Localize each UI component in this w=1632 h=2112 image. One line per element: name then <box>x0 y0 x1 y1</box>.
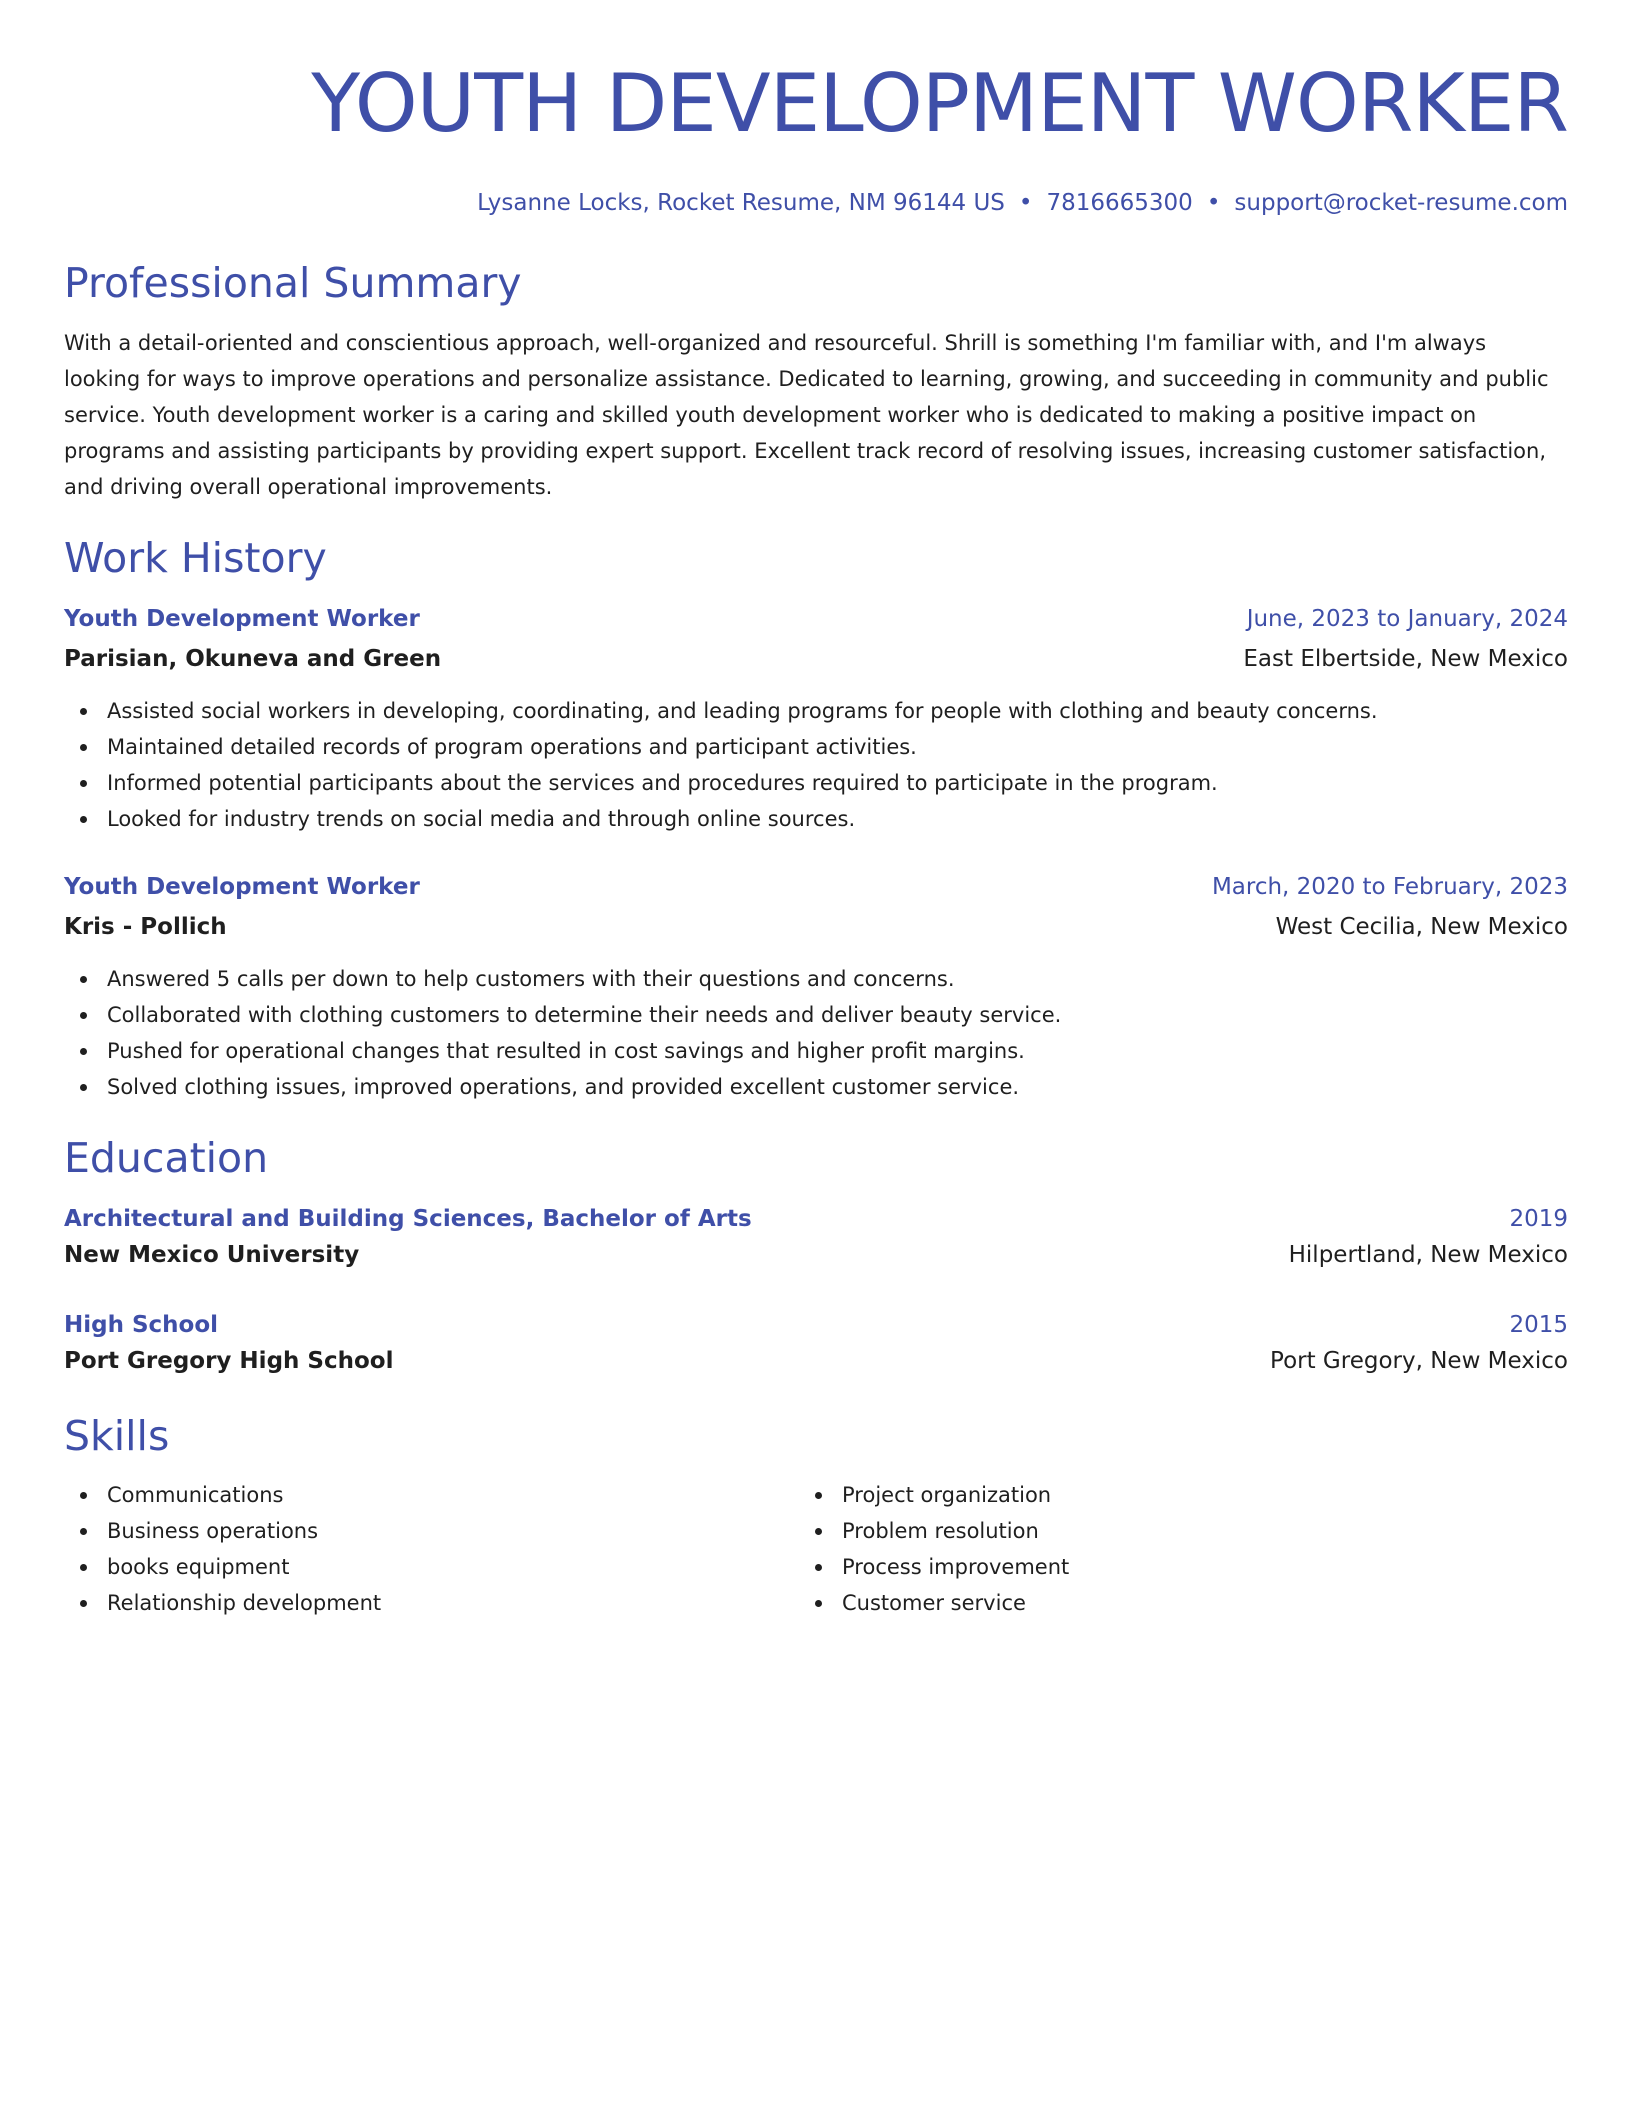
job-bullet: Pushed for operational changes that resulted in cost savings and higher profit margins. <box>64 1033 1568 1069</box>
job-bullet: Looked for industry trends on social media and through online sources. <box>64 801 1568 837</box>
job-company: Parisian, Okuneva and Green <box>64 646 442 672</box>
contact-address: Lysanne Locks, Rocket Resume, NM 96144 US <box>477 190 1005 216</box>
contact-line <box>64 188 1568 218</box>
job-bullets <box>64 961 1568 1105</box>
job-dates: June, 2023 to January, 2024 <box>1246 606 1568 632</box>
skill-item: Customer service <box>799 1585 1534 1621</box>
education-school: Port Gregory High School <box>64 1348 394 1374</box>
education-entry <box>64 1203 1568 1271</box>
skill-item: Relationship development <box>64 1585 799 1621</box>
skill-item: Problem resolution <box>799 1513 1534 1549</box>
skills-list <box>64 1477 1568 1621</box>
skill-item: Communications <box>64 1477 799 1513</box>
summary-text: With a detail-oriented and conscientious approach, well-organized and resourceful. Shrill is something I'm familiar with, and I'm always looking for ways to improve operations and personalize assistance. Dedicated to learning, growing, and succeeding in community and public service. Youth development worker is a caring and skilled youth development worker who is dedicated to making a positive impact on programs and assisting participants by providing expert support. Excellent track record of resolving issues, increasing customer satisfaction, and driving overall operational improvements. <box>64 331 1549 499</box>
contact-phone: 7816665300 <box>1046 190 1193 216</box>
skill-item: Project organization <box>799 1477 1534 1513</box>
job-bullet: Assisted social workers in developing, coordinating, and leading programs for people with clothing and beauty concerns. <box>64 693 1568 729</box>
skills-column-right <box>799 1477 1534 1621</box>
job-bullet: Informed potential participants about the services and procedures required to participate in the program. <box>64 765 1568 801</box>
education-school: New Mexico University <box>64 1242 360 1268</box>
education-year: 2015 <box>1509 1312 1568 1338</box>
education-year: 2019 <box>1509 1206 1568 1232</box>
job-bullets <box>64 693 1568 837</box>
education-location: Hilpertland, New Mexico <box>1288 1242 1568 1268</box>
summary-heading: Professional Summary <box>64 259 522 307</box>
job-dates: March, 2020 to February, 2023 <box>1211 874 1568 900</box>
education-degree: High School <box>64 1312 219 1338</box>
job-bullet: Maintained detailed records of program operations and participant activities. <box>64 729 1568 765</box>
skill-item: books equipment <box>64 1549 799 1585</box>
resume-header <box>64 0 1568 218</box>
work-history-heading: Work History <box>64 534 327 582</box>
job-entry <box>64 871 1568 1105</box>
education-heading: Education <box>64 1134 269 1182</box>
job-role: Youth Development Worker <box>64 874 420 900</box>
job-entry <box>64 603 1568 837</box>
education-location: Port Gregory, New Mexico <box>1270 1348 1568 1374</box>
job-role: Youth Development Worker <box>64 606 420 632</box>
job-company: Kris - Pollich <box>64 914 227 940</box>
education-entry <box>64 1309 1568 1377</box>
job-bullet: Answered 5 calls per down to help customers with their questions and concerns. <box>64 961 1568 997</box>
job-location: West Cecilia, New Mexico <box>1275 914 1568 940</box>
resume-title: YOUTH DEVELOPMENT WORKER <box>311 57 1568 150</box>
skill-item: Process improvement <box>799 1549 1534 1585</box>
contact-separator: • <box>1206 190 1221 216</box>
job-location: East Elbertside, New Mexico <box>1243 646 1568 672</box>
contact-separator: • <box>1018 190 1033 216</box>
job-bullet: Collaborated with clothing customers to determine their needs and deliver beauty service. <box>64 997 1568 1033</box>
skill-item: Business operations <box>64 1513 799 1549</box>
skills-heading: Skills <box>64 1412 170 1460</box>
skills-column-left <box>64 1477 799 1621</box>
job-bullet: Solved clothing issues, improved operations, and provided excellent customer service. <box>64 1069 1568 1105</box>
education-degree: Architectural and Building Sciences, Bachelor of Arts <box>64 1206 752 1232</box>
contact-email: support@rocket-resume.com <box>1234 190 1568 216</box>
